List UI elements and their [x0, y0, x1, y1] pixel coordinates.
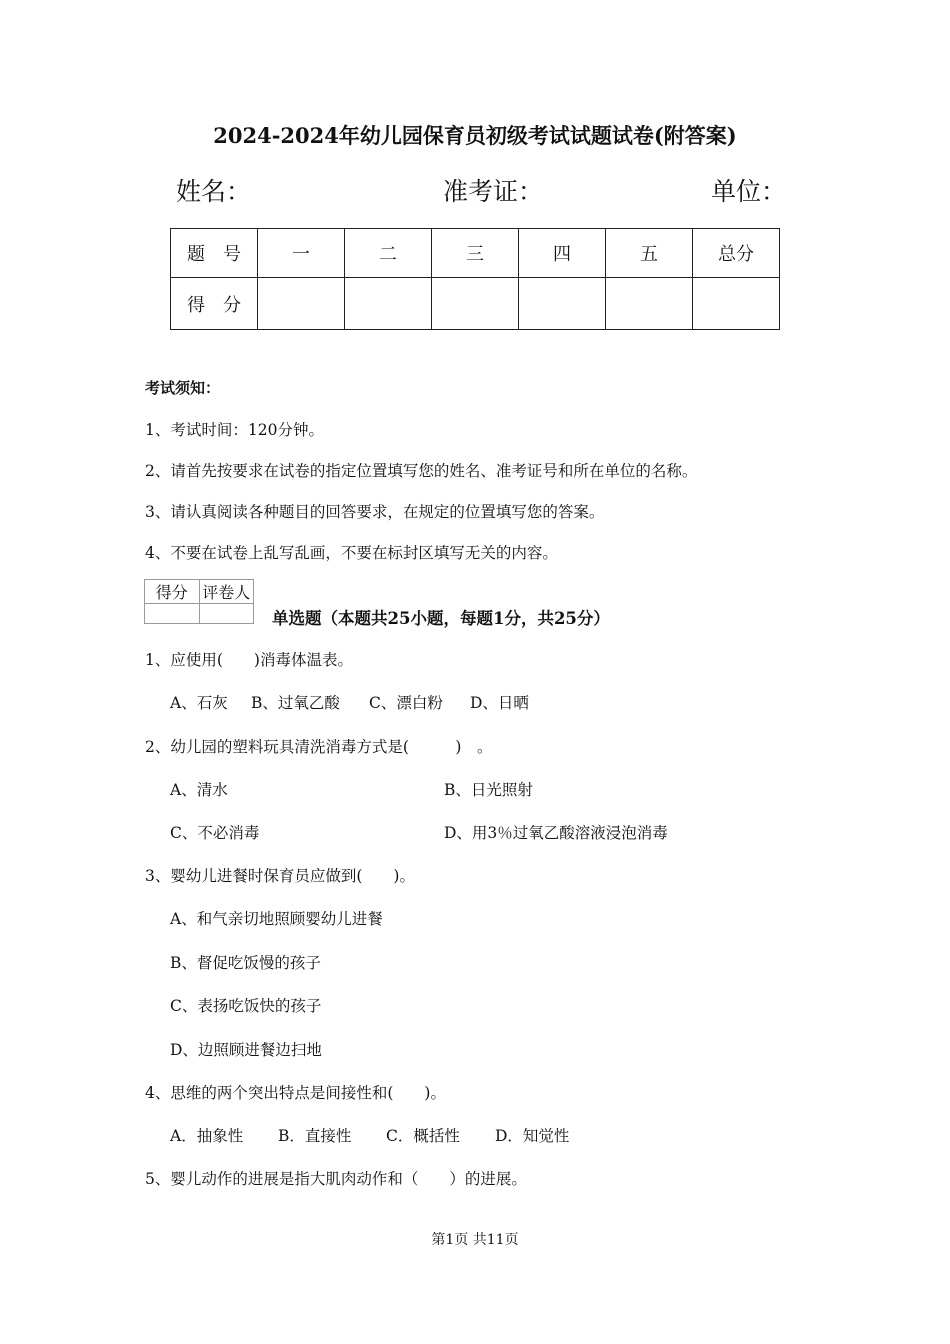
question-stem: 4、思维的两个突出特点是间接性和( )。: [145, 1084, 446, 1102]
question-stem: 3、婴幼儿进餐时保育员应做到( )。: [145, 867, 415, 885]
answer-option[interactable]: A、石灰: [170, 694, 228, 712]
score-input-cell[interactable]: [258, 278, 345, 330]
notice-heading: 考试须知：: [145, 379, 221, 397]
score-input-cell[interactable]: [345, 278, 432, 330]
notice-item: 2、请首先按要求在试卷的指定位置填写您的姓名、准考证号和所在单位的名称。: [145, 462, 698, 480]
answer-option[interactable]: D、用3％过氧乙酸溶液浸泡消毒: [444, 824, 668, 842]
score-input-cell[interactable]: [606, 278, 693, 330]
score-row-label: 得 分: [171, 278, 258, 330]
answer-option[interactable]: A、和气亲切地照顾婴幼儿进餐: [170, 910, 383, 928]
exam-id-label: 准考证：: [443, 177, 544, 206]
score-table-score-row: [171, 278, 780, 330]
answer-option[interactable]: B、日光照射: [444, 781, 533, 799]
grader-name-cell[interactable]: [199, 604, 254, 624]
answer-option[interactable]: C．概括性: [386, 1127, 460, 1145]
notice-item: 3、请认真阅读各种题目的回答要求，在规定的位置填写您的答案。: [145, 503, 605, 521]
answer-option[interactable]: D、日晒: [470, 694, 529, 712]
score-table-cell: 题 号: [171, 229, 258, 278]
grader-score-cell[interactable]: [145, 604, 200, 624]
question-stem: 2、幼儿园的塑料玩具清洗消毒方式是( ) 。: [145, 738, 493, 756]
answer-option[interactable]: D．知觉性: [495, 1127, 570, 1145]
score-input-cell[interactable]: [693, 278, 780, 330]
score-table-cell: 一: [258, 229, 345, 278]
answer-option[interactable]: B、过氧乙酸: [251, 694, 340, 712]
score-input-cell[interactable]: [519, 278, 606, 330]
answer-option[interactable]: D、边照顾进餐边扫地: [170, 1041, 322, 1059]
answer-option[interactable]: C、表扬吃饭快的孩子: [170, 997, 322, 1015]
section-title: 单选题（本题共25小题，每题1分，共25分）: [272, 609, 610, 628]
score-input-cell[interactable]: [432, 278, 519, 330]
answer-option[interactable]: B、督促吃饭慢的孩子: [170, 954, 321, 972]
page-footer: 第1页 共11页: [431, 1232, 519, 1248]
score-table-cell: 四: [519, 229, 606, 278]
name-label: 姓名：: [176, 177, 252, 206]
answer-option[interactable]: A、清水: [170, 781, 228, 799]
grader-score-label: 得分: [145, 580, 200, 604]
notice-item: 4、不要在试卷上乱写乱画，不要在标封区填写无关的内容。: [145, 544, 558, 562]
grader-box: [144, 579, 254, 624]
unit-label: 单位：: [711, 177, 787, 206]
score-table-cell: 五: [606, 229, 693, 278]
answer-option[interactable]: A．抽象性: [170, 1127, 244, 1145]
grader-name-label: 评卷人: [199, 580, 254, 604]
question-stem: 1、应使用( )消毒体温表。: [145, 651, 353, 669]
score-table-cell: 二: [345, 229, 432, 278]
question-stem: 5、婴儿动作的进展是指大肌肉动作和（ ）的进展。: [145, 1170, 527, 1188]
answer-option[interactable]: C、漂白粉: [369, 694, 443, 712]
score-table-header-row: [171, 229, 780, 278]
document-title: 2024-2024年幼儿园保育员初级考试试题试卷(附答案): [213, 123, 737, 148]
score-table-cell: 三: [432, 229, 519, 278]
answer-option[interactable]: C、不必消毒: [170, 824, 260, 842]
score-table: [170, 228, 780, 330]
score-table-cell: 总分: [693, 229, 780, 278]
notice-item: 1、考试时间：120分钟。: [145, 421, 324, 439]
answer-option[interactable]: B．直接性: [278, 1127, 352, 1145]
